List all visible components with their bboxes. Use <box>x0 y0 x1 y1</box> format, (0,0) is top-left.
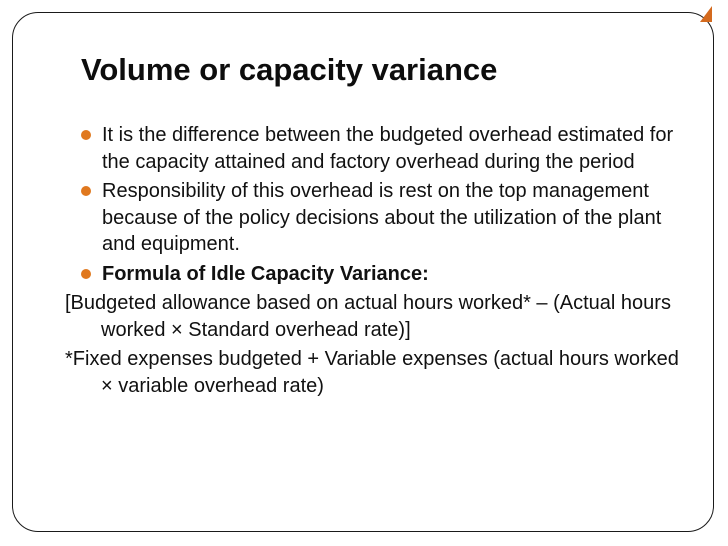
bullet-item-formula-heading <box>81 261 691 288</box>
bullet-dot-icon <box>81 269 91 279</box>
slide-title: Volume or capacity variance <box>81 52 498 87</box>
bullet-item <box>81 122 691 175</box>
bullet-text: Responsibility of this overhead is rest on the top management because of the policy decisions about the utilization of the plant and equipment. <box>102 180 662 255</box>
bullet-dot-icon <box>81 186 91 196</box>
bullet-text: Formula of Idle Capacity Variance: <box>102 262 429 285</box>
bullet-item <box>81 178 691 258</box>
bullet-text: It is the difference between the budgeted overhead estimated for the capacity attained and factory overhead during the period <box>102 124 674 173</box>
formula-line: [Budgeted allowance based on actual hours worked* – (Actual hours worked × Standard overhead rate)] <box>65 292 671 341</box>
slide-body <box>65 122 691 402</box>
footnote-line: *Fixed expenses budgeted + Variable expenses (actual hours worked × variable overhead rate) <box>65 348 679 397</box>
bullet-dot-icon <box>81 130 91 140</box>
